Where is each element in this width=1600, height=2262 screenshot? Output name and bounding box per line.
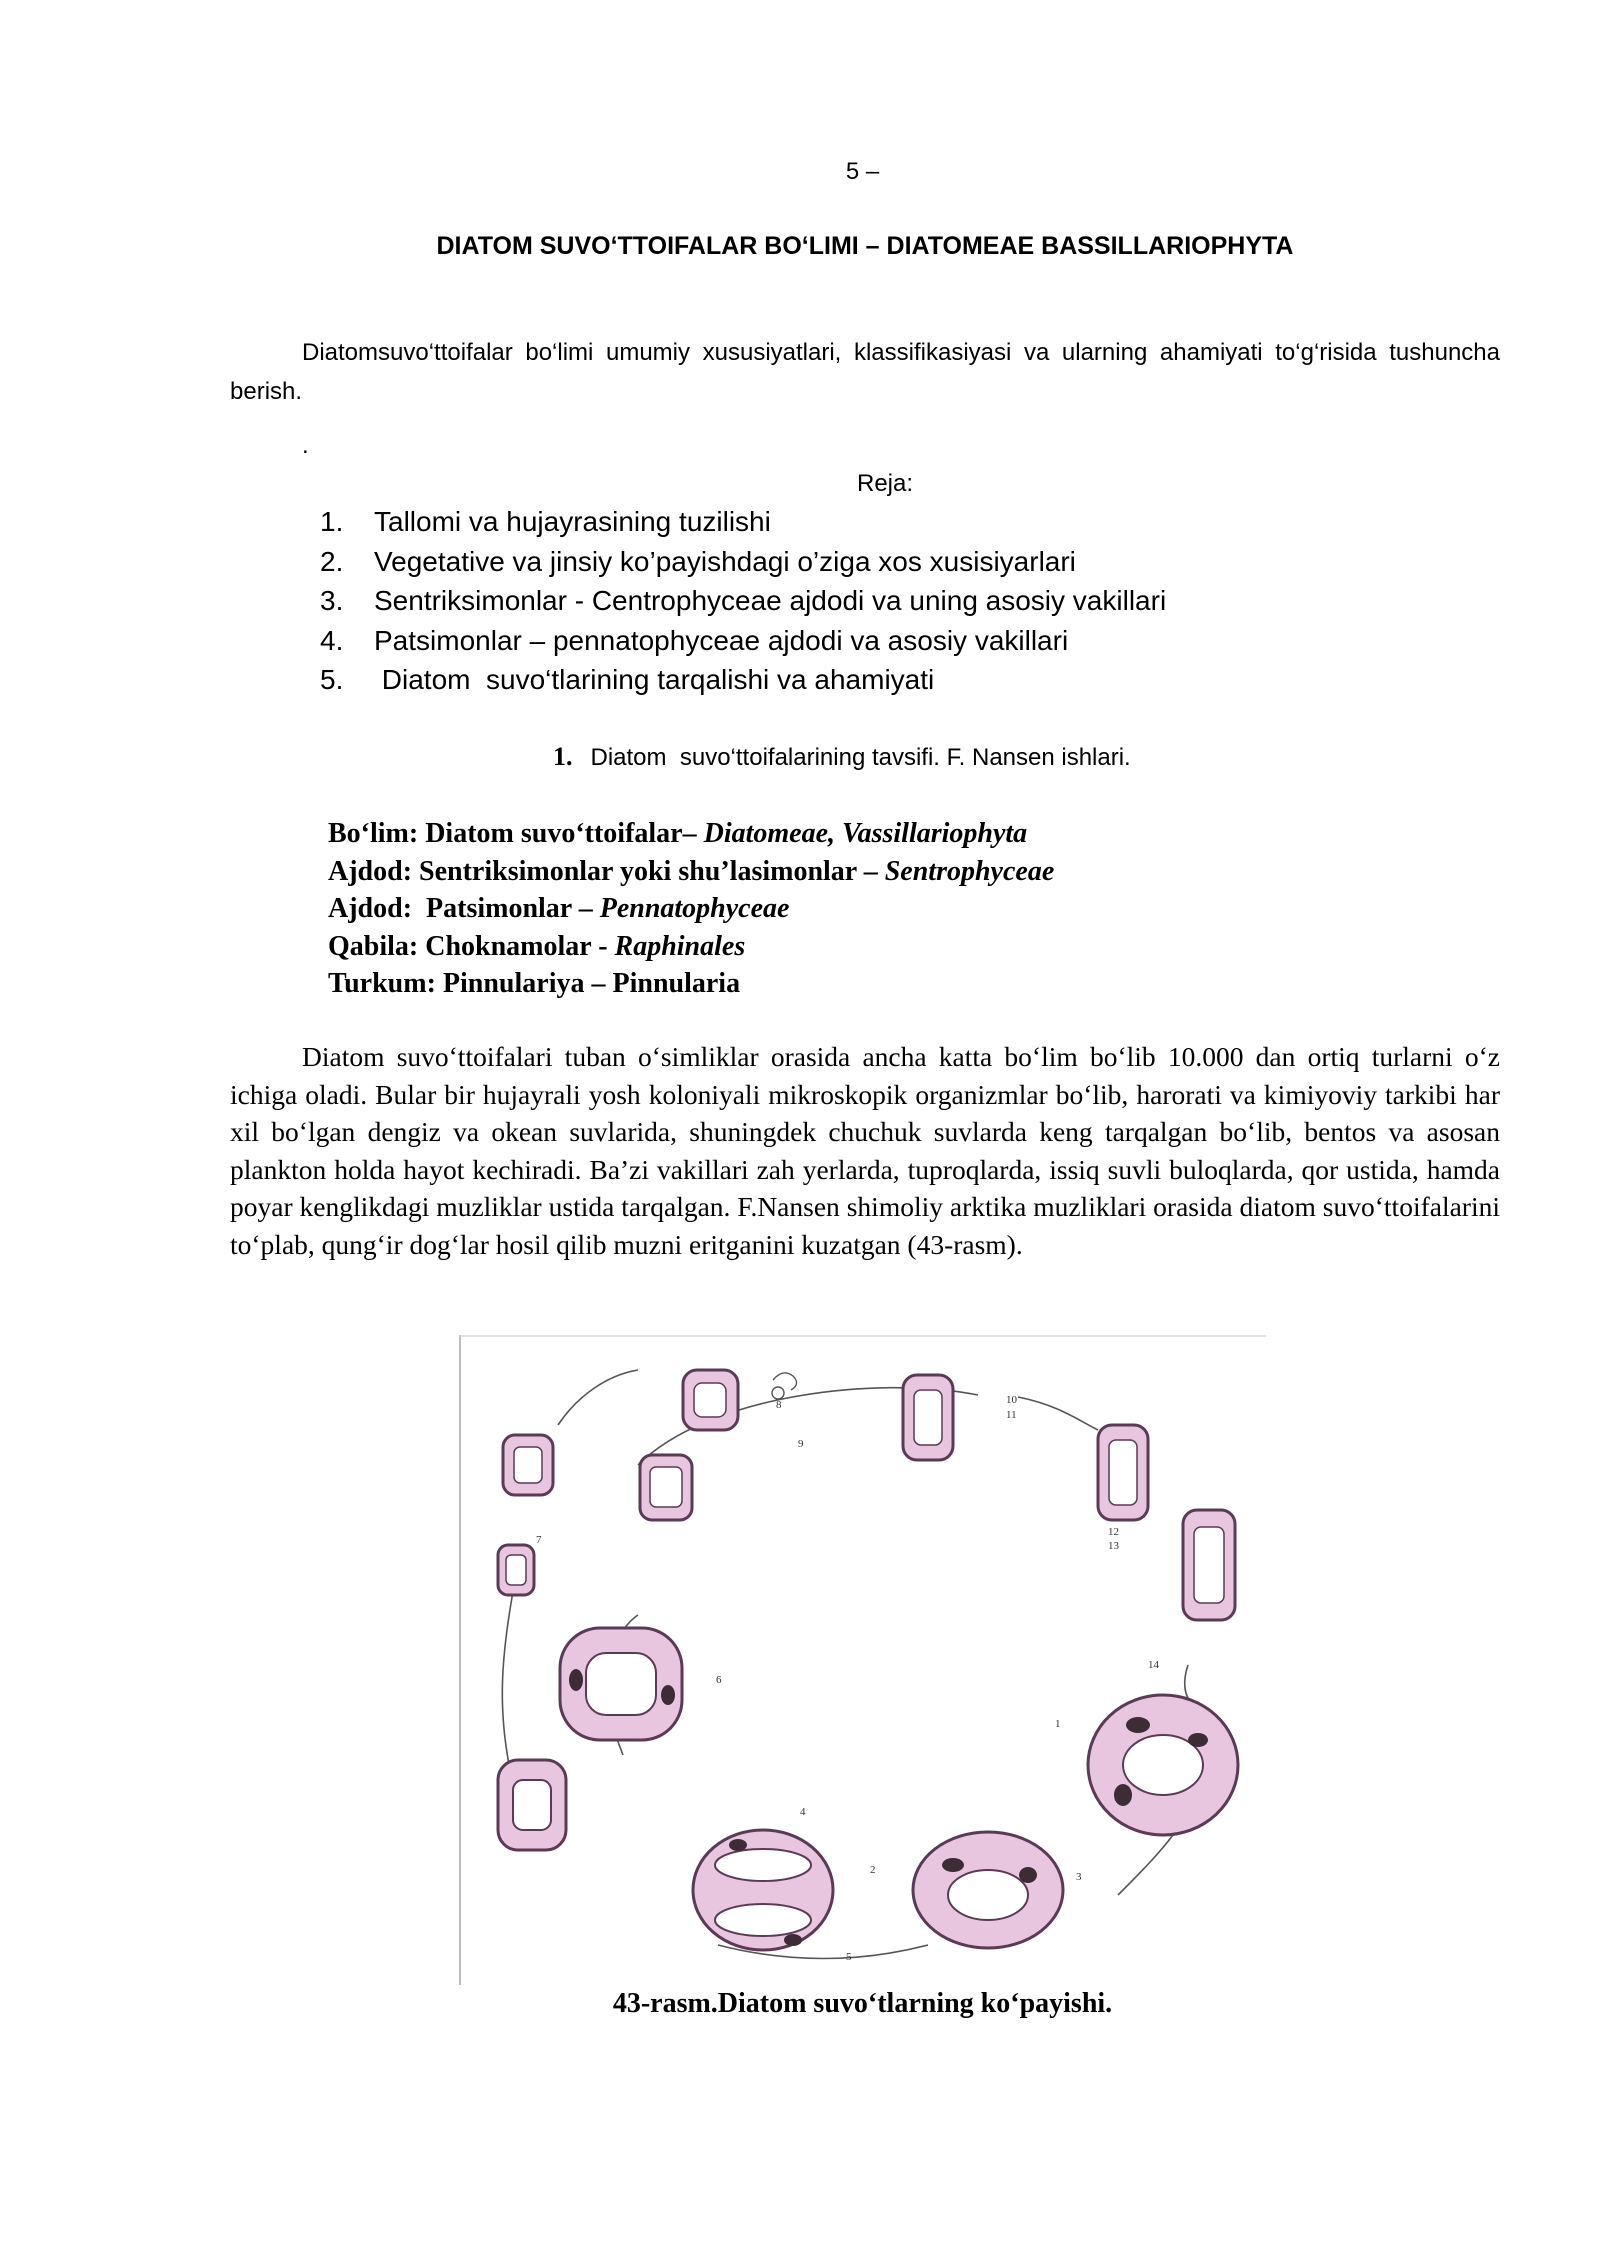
stage-label: 8 [776, 1399, 782, 1411]
cell-large-2 [913, 1832, 1063, 1948]
plan-item-text: Diatom suvo‘tlarining tarqalishi va ahamiyati [374, 664, 935, 695]
section-heading [553, 742, 1131, 772]
stage-label: 10 [1006, 1394, 1017, 1406]
figure-caption: 43-rasm.Diatom suvo‘tlarning ko‘payishi. [612, 1988, 1113, 2019]
cell-lumen [715, 1849, 811, 1881]
page-title: DIATOM SUVO‘TTOIFALAR BO‘LIMI – DIATOMEAE BASSILLARIOPHYTA [436, 232, 1294, 260]
plan-list [320, 502, 1166, 700]
body-text: Diatom suvo‘ttoifalari tuban o‘simliklar orasida ancha katta bo‘lim bo‘lib 10.000 dan ortiq turlarni o‘z ichiga oladi. Bular bir hujayrali yosh koloniyali mikroskopik organizmlar bo‘lib, harorati va kimiyoviy tarkibi har xil bo‘lgan dengiz va okean suvlarida, shuningdek chuchuk suvlarda keng tarqalgan bo‘lib, bentos va asosan plankton holda hayot kechiradi. Ba’zi vakillari zah yerlarda, tuproqlarda, issiq suvli buloqlarda, qor ustida, hamda poyar kenglikdagi muzliklar ustida tarqalgan. F.Nansen shimoliy arktika muzliklari orasida diatom suvo‘ttoifalarini to‘plab, qung‘ir dog‘lar hosil qilib muzni eritganini kuzatgan (43-rasm). [230, 1041, 1500, 1260]
stage-label: 3 [1076, 1871, 1082, 1883]
taxonomy-label: Qabila: Choknamolar - [328, 930, 615, 962]
plan-item [320, 542, 1166, 582]
taxonomy-row [328, 853, 1054, 891]
pigment-blob [661, 1685, 675, 1705]
cell-10-11 [903, 1375, 953, 1460]
plan-item-number: 1. [320, 506, 344, 537]
taxonomy-row [328, 965, 1054, 1003]
cell-lumen [1109, 1440, 1137, 1505]
cell-lumen [948, 1870, 1028, 1920]
cell-small-top-left [503, 1435, 553, 1495]
cell-medium-left [498, 1760, 566, 1850]
pigment-blob [569, 1669, 583, 1691]
diatom-life-cycle-figure [458, 1335, 1268, 1985]
pigment-blob [942, 1858, 964, 1872]
plan-item-number: 4. [320, 624, 344, 656]
taxonomy-block [328, 815, 1054, 1003]
section-number: 1. [553, 742, 573, 771]
cell-lumen [1194, 1527, 1224, 1603]
taxonomy-latin: Pennatophyceae [599, 893, 790, 924]
plan-item-number: 2. [320, 545, 344, 577]
taxonomy-row [328, 815, 1054, 853]
plan-item [320, 502, 1166, 542]
taxonomy-label: Turkum: Pinnulariya – Pinnularia [328, 968, 741, 999]
stage-label: 2 [870, 1864, 876, 1876]
cell-lumen [914, 1390, 942, 1445]
cell-large-4 [693, 1830, 833, 1950]
taxonomy-row [328, 890, 1054, 928]
page-number: 5 – [845, 158, 880, 185]
cell-lumen [513, 1780, 551, 1830]
stray-dot: . [302, 432, 309, 459]
cell-right-upper [1098, 1425, 1148, 1520]
stage-label: 5 [846, 1951, 852, 1963]
pigment-blob [784, 1934, 802, 1946]
plan-item-text: Vegetative va jinsiy ko’payishdagi o’ziga xos xusisiyarlari [374, 545, 1076, 577]
taxonomy-row [328, 928, 1054, 966]
taxonomy-latin: Diatomeae, Vassillariophyta [703, 818, 1028, 849]
stage-label: 6 [716, 1674, 722, 1686]
plan-item-number: 5. [320, 664, 344, 695]
taxonomy-label: Ajdod: Sentriksimonlar yoki shu’lasimonlar – [328, 855, 885, 887]
stage-label: 9 [798, 1438, 804, 1450]
cell-lumen [715, 1904, 811, 1936]
plan-item [320, 621, 1166, 661]
body-paragraph [230, 1038, 1500, 1263]
pigment-blob [1126, 1717, 1150, 1733]
pigment-blob [729, 1839, 747, 1851]
stage-label: 4 [800, 1806, 806, 1818]
plan-item-text: Patsimonlar – pennatophyceae ajdodi va asosiy vakillari [374, 624, 1069, 656]
cell-lumen [506, 1555, 526, 1585]
taxonomy-latin: Raphinales [614, 930, 746, 962]
stage-label: 14 [1148, 1659, 1159, 1671]
plan-item-number: 3. [320, 585, 344, 616]
cell-12-13 [1183, 1510, 1235, 1620]
cell-lumen [586, 1653, 656, 1715]
section-title: Diatom suvo‘ttoifalarining tavsifi. F. Nansen ishlari. [590, 744, 1131, 771]
cell-small-9 [640, 1455, 692, 1520]
taxonomy-latin: Sentrophyceae [884, 855, 1055, 887]
cell-large-1 [1088, 1695, 1238, 1835]
pigment-blob [1114, 1784, 1132, 1806]
cell-lumen [514, 1447, 542, 1483]
cell-lumen [694, 1383, 726, 1417]
pigment-blob [1019, 1867, 1037, 1883]
intro-text: Diatomsuvo‘ttoifalar bo‘limi umumiy xususiyatlari, klassifikasiyasi va ularning ahamiyati to‘g‘risida tushuncha berish. [230, 339, 1500, 405]
stage-label: 11 [1006, 1409, 1017, 1421]
plan-item-text: Tallomi va hujayrasining tuzilishi [374, 506, 771, 537]
plan-item [320, 581, 1166, 621]
taxonomy-label: Ajdod: Patsimonlar – [328, 893, 600, 924]
stage-label: 7 [536, 1534, 542, 1546]
stage-label: 13 [1108, 1540, 1119, 1552]
taxonomy-label: Bo‘lim: Diatom suvo‘ttoifalar– [328, 818, 704, 849]
stage-label: 1 [1055, 1718, 1061, 1730]
plan-heading: Reja: [857, 470, 914, 497]
plan-item [320, 660, 1166, 700]
cell-lumen [650, 1467, 682, 1507]
plan-item-text: Sentriksimonlar - Centrophyceae ajdodi va uning asosiy vakillari [374, 585, 1167, 616]
cell-large-6 [560, 1628, 682, 1740]
stage-label: 12 [1108, 1526, 1119, 1538]
intro-paragraph [230, 333, 1500, 411]
pigment-blob [1188, 1733, 1208, 1747]
cell-small-7 [498, 1545, 534, 1595]
